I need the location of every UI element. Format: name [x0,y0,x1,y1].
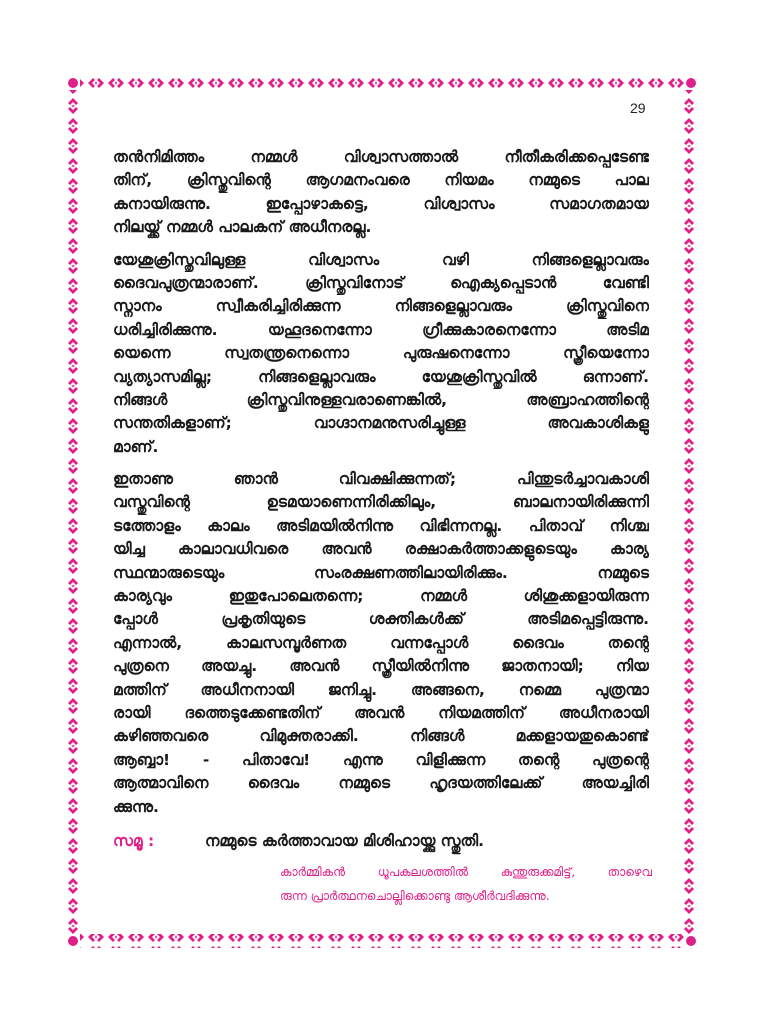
text-line: കനായിരുന്നു. ഇപ്പോഴാകട്ടെ, വിശ്വാസം സമാഗതമായ [113,194,649,213]
scripture-reading [113,146,649,819]
text-line: മത്തിന് അധീനനായി ജനിച്ചു. അങ്ങനെ, നമ്മെ പുത്രന്മാ [113,680,649,699]
text-line: സന്തതികളാണ്; വാഗ്ദാനമനുസരിച്ചുള്ള അവകാശികളു [113,414,649,433]
rubric-line: കാർമ്മികൻ ധൂപകലശത്തിൽ കുന്തുരുക്കമിട്ട്, താഴെവ [280,864,652,879]
text-line: ആബ്ബാ! - പിതാവേ! എന്നു വിളിക്കുന്ന തന്റെ പുത്രന്റെ [113,750,649,769]
text-line: രായി ദത്തെടുക്കേണ്ടതിന് അവൻ നിയമത്തിന് അധീനരായി [113,703,649,722]
text-line: പുത്രനെ അയച്ചു. അവൻ സ്ത്രീയിൽനിന്നു ജാതനായി; നിയ [113,657,649,676]
paragraph [113,468,649,819]
text-line: യേശുക്രിസ്തുവിലുള്ള വിശ്വാസം വഴി നിങ്ങളെല്ലാവരും [113,250,649,269]
text-line: ധരിച്ചിരിക്കുന്നു. യഹൂദനെന്നോ ഗ്രീക്കുകാരനെന്നോ അടിമ [113,320,649,339]
paragraph [113,249,649,460]
text-line: വസ്തുവിന്റെ ഉടമയാണെന്നിരിക്കിലും, ബാലനായിരിക്കുന്നി [113,493,649,512]
text-line: ദൈവപുത്രന്മാരാണ്. ക്രിസ്തുവിനോട് ഐക്യപ്പെടാൻ വേണ്ടി [113,273,649,292]
text-line: കഴിഞ്ഞവരെ വിമുക്തരാക്കി. നിങ്ങൾ മക്കളായതുകൊണ്ട് [113,727,649,746]
text-line: തിന്, ക്രിസ്തുവിന്റെ ആഗമനംവരെ നിയമം നമ്മുടെ പാല [113,171,649,190]
response-speaker: സമൂ : [113,831,155,850]
rubric-line: രുന്ന പ്രാർത്ഥനചൊല്ലിക്കൊണ്ടു ആശീർവദിക്കുന്നു. [280,888,550,903]
rubric-instruction [280,860,652,908]
text-line: എന്നാൽ, കാലസമ്പൂർണത വന്നപ്പോൾ ദൈവം തന്റെ [113,633,649,652]
text-line: മാണ്. [113,437,159,456]
page-content [113,146,653,908]
congregation-response [113,828,653,854]
text-line: സ്ഥന്മാരുടെയും സംരക്ഷണത്തിലായിരിക്കും. നമ്മുടെ [113,563,649,582]
text-line: നിങ്ങൾ ക്രിസ്തുവിനുള്ളവരാണെങ്കിൽ, അബ്രാഹത്തിന്റെ [113,390,649,409]
text-line: നിലയ്ക്ക് നമ്മൾ പാലകന് അധീനരല്ല. [113,218,372,237]
text-line: ടത്തോളം കാലം അടിമയിൽനിന്നു വിഭിന്നനല്ല. പിതാവ് നിശ്ച [113,516,649,535]
text-line: കാര്യവും ഇതുപോലെതന്നെ; നമ്മൾ ശിശുക്കളായിരുന്ന [113,587,649,606]
page-number: 29 [630,100,646,116]
text-line: ആത്മാവിനെ ദൈവം നമ്മുടെ ഹൃദയത്തിലേക്ക് അയച്ചിരി [113,774,649,793]
text-line: യെന്നെ സ്വതന്ത്രനെന്നൊ പുരുഷനെന്നോ സ്ത്രീയെന്നോ [113,344,649,363]
paragraph [113,146,649,240]
text-line: സ്നാനം സ്വീകരിച്ചിരിക്കുന്ന നിങ്ങളെല്ലാവരും ക്രിസ്തുവിനെ [113,297,649,316]
text-line: യിച്ച കാലാവധിവരെ അവൻ രക്ഷാകർത്താക്കളുടെയും കാര്യ [113,540,649,559]
text-line: പ്പോൾ പ്രകൃതിയുടെ ശക്തികൾക്ക് അടിമപ്പെട്ടിരുന്നു. [113,610,649,629]
text-line: വ്യത്യാസമില്ല; നിങ്ങളെല്ലാവരും യേശുക്രിസ്തുവിൽ ഒന്നാണ്. [113,367,649,386]
response-text: നമ്മുടെ കർത്താവായ മിശിഹായ്ക്കു സ്തുതി. [205,831,484,850]
text-line: തൻനിമിത്തം നമ്മൾ വിശ്വാസത്താൽ നീതീകരിക്കപ്പെടേണ്ട [113,148,649,166]
text-line: ഇതാണു ഞാൻ വിവക്ഷിക്കുന്നത്; പിന്തുടർച്ചാവകാശി [113,470,649,489]
text-line: ക്കുന്നു. [113,797,159,816]
